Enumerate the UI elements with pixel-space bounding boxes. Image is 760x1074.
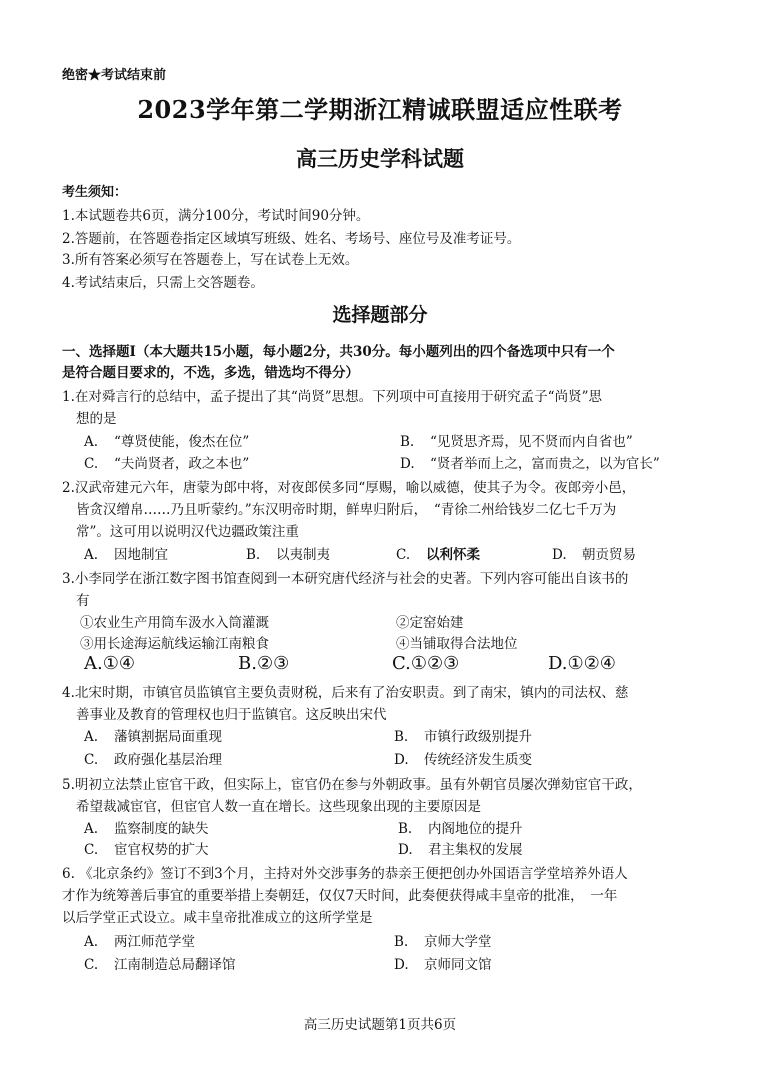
option-c: C. 以利怀柔 (396, 547, 480, 563)
notice-item: 1.本试题卷共6页，满分100分，考试时间90分钟。 (62, 208, 370, 224)
option-b: B. 内阁地位的提升 (398, 821, 523, 837)
question-text: 皆贪汉缯帛……乃且听蒙约。”东汉明帝时期，鲜卑归附后， “青徐二州给钱岁二亿七千万为 (76, 502, 617, 518)
option-a: A. “尊贤使能，俊杰在位” (84, 434, 250, 450)
question-text: 有 (76, 593, 90, 609)
option-a: A. 藩镇割据局面重现 (84, 729, 222, 745)
question-text: 1.在对舜言行的总结中，孟子提出了其“尚贤”思想。下列项中可直接用于研究孟子“尚贤”思 (62, 389, 602, 405)
option-b: B.②③ (238, 653, 290, 674)
question-text: 才作为统筹善后事宜的重要举措上奏朝廷，仅仅7天时间，此奏便获得咸丰皇帝的批准， 一年 (62, 888, 618, 904)
question-text: 想的是 (76, 411, 117, 427)
question-text: 以后学堂正式设立。咸丰皇帝批准成立的这所学堂是 (62, 910, 373, 926)
section-title: 选择题部分 (332, 304, 428, 326)
question-text: 5.明初立法禁止宦官干政，但实际上，宦官仍在参与外朝政事。虽有外朝官员屡次弹劾宦官干政， (62, 777, 642, 793)
option-a: A. 监察制度的缺失 (84, 821, 209, 837)
option-c: C. 宦官权势的扩大 (84, 842, 209, 858)
option-a: A.①④ (84, 653, 136, 674)
confidential-label: 绝密★考试结束前 (62, 68, 167, 83)
exam-title: 2023学年第二学期浙江精诚联盟适应性联考 (137, 95, 623, 124)
notice-item: 4.考试结束后，只需上交答题卷。 (62, 275, 264, 291)
option-c: C.①②③ (392, 653, 460, 674)
option-c: C. “夫尚贤者，政之本也” (84, 456, 250, 472)
statement-item: ①农业生产用筒车汲水入筒灌溉 (80, 615, 269, 631)
question-text: 6. 《北京条约》签订不到3个月，主持对外交涉事务的恭亲王便把创办外国语言学堂培养外语人 (62, 866, 628, 882)
option-b: B. “见贤思齐焉，见不贤而内自省也” (400, 434, 633, 450)
question-text: 善事业及教育的管理权也归于监镇官。这反映出宋代 (76, 707, 387, 723)
question-text: 希望裁减宦官，但宦官人数一直在增长。这些现象出现的主要原因是 (76, 799, 481, 815)
option-d: D. 京师同文馆 (394, 957, 492, 973)
statement-item: ④当铺取得合法地位 (396, 636, 518, 652)
question-text: 常”。这可用以说明汉代边疆政策注重 (76, 524, 299, 540)
option-d: D. 朝贡贸易 (552, 547, 636, 563)
question-text: 4.北宋时期，市镇官员监镇官主要负责财税，后来有了治安职责。到了南宋，镇内的司法权、慈 (62, 685, 629, 701)
statement-item: ②定窑始建 (396, 615, 464, 631)
option-a: A. 因地制宜 (84, 547, 168, 563)
option-a: A. 两江师范学堂 (84, 934, 195, 950)
option-d: D. 传统经济发生质变 (394, 752, 532, 768)
option-b: B. 京师大学堂 (394, 934, 492, 950)
option-d: D. 君主集权的发展 (398, 842, 523, 858)
question-text: 3.小李同学在浙江数字图书馆查阅到一本研究唐代经济与社会的史著。下列内容可能出自该书的 (62, 571, 629, 587)
option-c: C. 江南制造总局翻译馆 (84, 957, 236, 973)
option-b: B. 以夷制夷 (246, 547, 330, 563)
option-c: C. 政府强化基层治理 (84, 752, 222, 768)
option-d: D.①②④ (548, 653, 616, 674)
exam-subtitle: 高三历史学科试题 (296, 146, 464, 171)
notice-heading: 考生须知： (62, 185, 128, 200)
option-d: D. “贤者举而上之，富而贵之，以为官长” (400, 456, 660, 472)
option-b: B. 市镇行政级别提升 (394, 729, 532, 745)
statement-item: ③用长途海运航线运输江南粮食 (80, 636, 269, 652)
notice-item: 3.所有答案必须写在答题卷上，写在试卷上无效。 (62, 252, 359, 268)
part-instruction: 是符合题目要求的，不选，多选，错选均不得分） (62, 365, 359, 381)
page-footer: 高三历史试题第1页共6页 (303, 1017, 457, 1033)
question-text: 2.汉武帝建元六年，唐蒙为郎中将，对夜郎侯多同“厚赐，喻以威德，使其子为令。夜郎旁小邑， (62, 480, 636, 496)
notice-item: 2.答题前，在答题卷指定区域填写班级、姓名、考场号、座位号及准考证号。 (62, 231, 521, 247)
part-instruction: 一、选择题Ⅰ（本大题共15小题，每小题2分，共30分。每小题列出的四个备选项中只有一个 (62, 344, 615, 360)
